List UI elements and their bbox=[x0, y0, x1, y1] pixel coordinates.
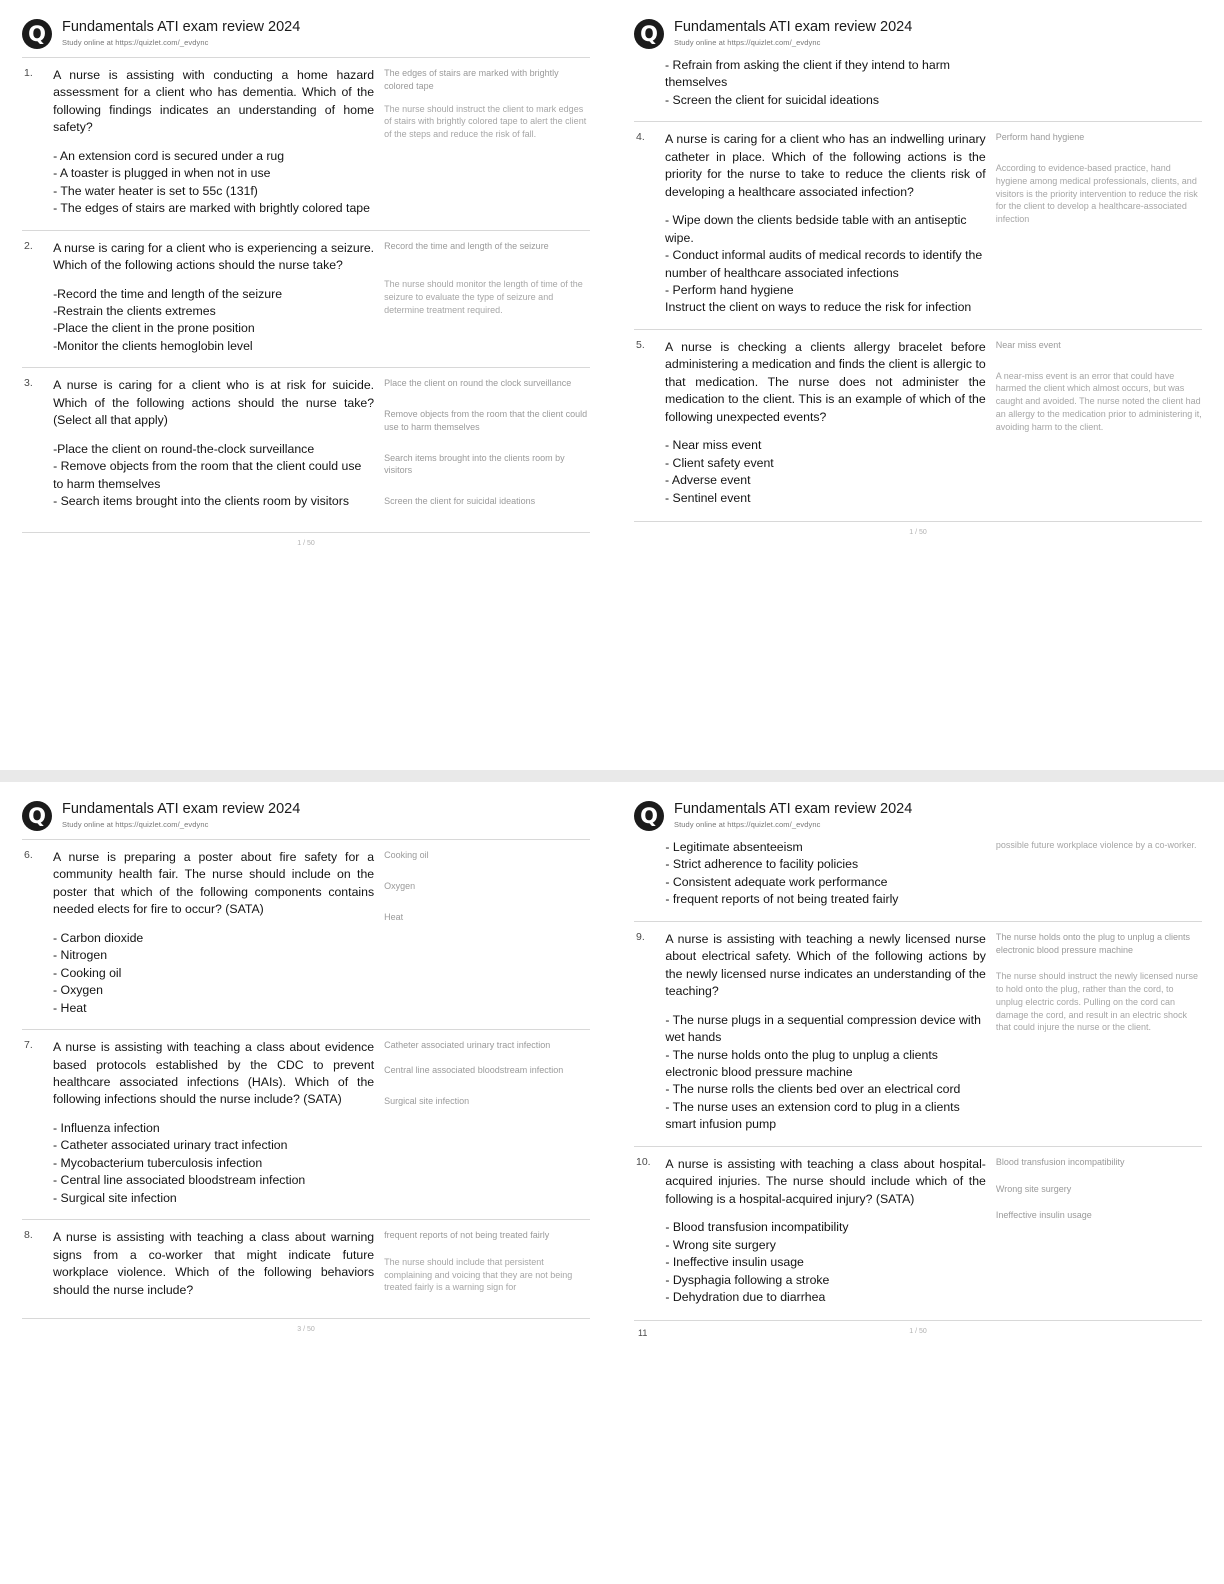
list-item: - An extension cord is secured under a rug bbox=[53, 148, 285, 163]
answer-explanation: The nurse should monitor the length of time of the seizure to evaluate the type of seizure and determine treatment required. bbox=[384, 279, 583, 315]
list-item: - Heat bbox=[53, 1000, 87, 1015]
table-row bbox=[634, 921, 1202, 1146]
row-number: 9. bbox=[636, 930, 645, 943]
sheet-header bbox=[634, 800, 1202, 839]
question-table bbox=[22, 57, 590, 530]
quizlet-logo-icon: Q bbox=[22, 19, 52, 49]
document-subtitle: Study online at https://quizlet.com/_evdync bbox=[674, 38, 821, 48]
list-item: - The water heater is set to 55c (131f) bbox=[53, 183, 258, 198]
table-row bbox=[634, 329, 1202, 519]
row-number: 8. bbox=[24, 1229, 33, 1242]
answer-explanation: possible future workplace violence by a co-worker. bbox=[995, 840, 1197, 850]
table-row bbox=[634, 839, 1202, 921]
answer-text: Heat bbox=[384, 911, 404, 922]
list-item: - Strict adherence to facility policies bbox=[665, 857, 859, 872]
list-item: - Ineffective insulin usage bbox=[665, 1255, 804, 1270]
answer-text: Near miss event bbox=[995, 339, 1061, 350]
study-guide-sheet-2 bbox=[612, 0, 1224, 770]
question-table bbox=[634, 839, 1202, 1318]
list-item: - The nurse uses an extension cord to plug in a clients smart infusion pump bbox=[665, 1099, 960, 1132]
document-title: Fundamentals ATI exam review 2024 bbox=[674, 19, 913, 35]
question-cell bbox=[53, 58, 384, 231]
table-row bbox=[22, 1220, 590, 1317]
document-subtitle: Study online at https://quizlet.com/_evdync bbox=[62, 820, 209, 830]
question-cell bbox=[665, 122, 996, 330]
answer-cell bbox=[996, 57, 1202, 122]
answer-text: Screen the client for suicidal ideations bbox=[384, 496, 536, 507]
question-text: A nurse is assisting with teaching a class about warning signs from a co-worker that might indicate future workplace violence. Which of the following behaviors should the nurse include? bbox=[53, 1230, 375, 1297]
answer-text: frequent reports of not being treated fairly bbox=[384, 1230, 550, 1241]
list-item: - Near miss event bbox=[665, 438, 762, 453]
list-item: - Oxygen bbox=[53, 983, 103, 998]
answer-cell bbox=[384, 1220, 590, 1317]
option-list bbox=[665, 1012, 986, 1134]
answer-cell bbox=[384, 368, 590, 530]
question-cell bbox=[53, 230, 384, 368]
footer-page-number: 1 / 50 bbox=[909, 1328, 927, 1336]
list-item: - Consistent adequate work performance bbox=[665, 874, 888, 889]
row-number: 5. bbox=[636, 338, 645, 351]
answer-cell bbox=[996, 839, 1202, 921]
list-item: - Central line associated bloodstream infection bbox=[53, 1173, 306, 1188]
list-item: - Perform hand hygiene bbox=[665, 282, 794, 297]
list-item: - Cooking oil bbox=[53, 965, 122, 980]
answer-text: Wrong site surgery bbox=[995, 1183, 1072, 1194]
table-row bbox=[22, 58, 590, 231]
answer-text: Perform hand hygiene bbox=[995, 132, 1085, 143]
list-item: - Sentinel event bbox=[665, 490, 751, 505]
option-list bbox=[53, 441, 374, 511]
answer-cell bbox=[996, 122, 1202, 330]
list-item: - Search items brought into the clients room by visitors bbox=[53, 494, 349, 509]
list-item: - A toaster is plugged in when not in use bbox=[53, 166, 271, 181]
sheet-header bbox=[22, 18, 590, 57]
row-number bbox=[634, 57, 665, 122]
document-title: Fundamentals ATI exam review 2024 bbox=[62, 801, 301, 817]
list-item: - Remove objects from the room that the client could use to harm themselves bbox=[53, 459, 362, 491]
table-row bbox=[22, 230, 590, 368]
list-item: -Record the time and length of the seizure bbox=[53, 286, 283, 301]
row-number: 6. bbox=[24, 849, 33, 861]
option-list bbox=[53, 1120, 374, 1207]
answer-cell bbox=[996, 329, 1202, 519]
list-item: - Conduct informal audits of medical records to identify the number of healthcare associated infections bbox=[665, 248, 983, 280]
option-list bbox=[665, 437, 986, 507]
answer-cell bbox=[996, 1146, 1202, 1318]
option-list bbox=[665, 1219, 986, 1306]
list-item: - Blood transfusion incompatibility bbox=[665, 1220, 849, 1235]
table-row bbox=[634, 57, 1202, 122]
document-subtitle: Study online at https://quizlet.com/_evdync bbox=[674, 820, 821, 830]
answer-text: Remove objects from the room that the client could use to harm themselves bbox=[384, 409, 588, 432]
question-cell bbox=[53, 1220, 384, 1317]
question-table bbox=[634, 57, 1202, 519]
question-cell bbox=[665, 57, 996, 122]
list-item: - Surgical site infection bbox=[53, 1190, 177, 1205]
quizlet-logo-icon: Q bbox=[22, 801, 52, 831]
page-footer: 1 / 50 bbox=[634, 521, 1202, 536]
document-title: Fundamentals ATI exam review 2024 bbox=[674, 801, 913, 817]
document-title: Fundamentals ATI exam review 2024 bbox=[62, 19, 301, 35]
list-item: - Catheter associated urinary tract infection bbox=[53, 1138, 288, 1153]
question-cell bbox=[665, 921, 996, 1146]
list-item: - Wrong site surgery bbox=[665, 1237, 776, 1252]
answer-text: Central line associated bloodstream infection bbox=[384, 1064, 564, 1075]
list-item: Instruct the client on ways to reduce the risk for infection bbox=[665, 300, 972, 315]
list-item: - Adverse event bbox=[665, 473, 751, 488]
list-item: -Monitor the clients hemoglobin level bbox=[53, 338, 253, 353]
option-list bbox=[665, 212, 986, 317]
study-guide-sheet-4 bbox=[612, 782, 1224, 1584]
row-number: 7. bbox=[24, 1039, 33, 1052]
question-cell bbox=[53, 368, 384, 530]
answer-cell bbox=[384, 840, 590, 1030]
row-number: 1. bbox=[24, 67, 33, 79]
answer-text: Catheter associated urinary tract infection bbox=[384, 1040, 551, 1051]
question-text: A nurse is checking a clients allergy bracelet before administering a medication and finds the client is allergic to that medication. The nurse does not administer the medication to the client. This is an example of which of the following unexpected events? bbox=[665, 339, 986, 424]
question-cell bbox=[665, 839, 996, 921]
list-item: - Nitrogen bbox=[53, 948, 108, 963]
list-item: - Influenza infection bbox=[53, 1120, 160, 1135]
row-number: 3. bbox=[24, 377, 33, 390]
question-text: A nurse is assisting with teaching a newly licensed nurse about electrical safety. Which of the following actions by the newly licensed nurse indicates an understanding of the teaching? bbox=[665, 931, 986, 999]
answer-cell bbox=[384, 58, 590, 231]
list-item: - The nurse plugs in a sequential compression device with wet hands bbox=[665, 1012, 981, 1045]
list-item: - The nurse rolls the clients bed over an electrical cord bbox=[665, 1082, 961, 1097]
list-item: -Place the client in the prone position bbox=[53, 321, 255, 336]
question-cell bbox=[53, 1030, 384, 1220]
answer-text: Place the client on round the clock surveillance bbox=[384, 378, 572, 389]
row-number: 2. bbox=[24, 239, 33, 252]
question-text: A nurse is preparing a poster about fire safety for a community health fair. The nurse should include on the poster that which of the following components contains needed elects for fire to occur? (SATA) bbox=[53, 850, 375, 917]
question-text: A nurse is caring for a client who is at risk for suicide. Which of the following actions should the nurse take? (Select all that apply) bbox=[53, 378, 375, 428]
list-item: - Dysphagia following a stroke bbox=[665, 1272, 830, 1287]
study-guide-sheet-3 bbox=[0, 782, 612, 1584]
answer-text: Record the time and length of the seizure bbox=[384, 240, 549, 251]
option-list bbox=[53, 148, 374, 218]
question-table bbox=[22, 839, 590, 1316]
quizlet-logo-icon: Q bbox=[634, 19, 664, 49]
question-text: A nurse is caring for a client who is experiencing a seizure. Which of the following actions should the nurse take? bbox=[53, 240, 375, 273]
table-row bbox=[22, 1030, 590, 1220]
option-list bbox=[53, 930, 374, 1017]
list-item: -Place the client on round-the-clock surveillance bbox=[53, 441, 315, 456]
list-item: - Screen the client for suicidal ideations bbox=[665, 92, 879, 107]
answer-explanation: The nurse should include that persistent complaining and voicing that they are not being treated fairly is a warning sign for bbox=[384, 1256, 573, 1293]
answer-text: Blood transfusion incompatibility bbox=[995, 1156, 1125, 1167]
document-subtitle: Study online at https://quizlet.com/_evdync bbox=[62, 38, 209, 48]
answer-text: The edges of stairs are marked with brightly colored tape bbox=[384, 68, 559, 91]
row-number: 10. bbox=[636, 1155, 651, 1168]
option-list bbox=[665, 57, 986, 109]
option-list bbox=[53, 286, 374, 356]
answer-text: Ineffective insulin usage bbox=[995, 1210, 1092, 1221]
question-cell bbox=[53, 840, 384, 1030]
study-guide-sheet-1 bbox=[0, 0, 612, 770]
list-item: - Refrain from asking the client if they intend to harm themselves bbox=[665, 58, 951, 90]
list-item: - Wipe down the clients bedside table with an antiseptic wipe. bbox=[665, 213, 967, 245]
list-item: - The edges of stairs are marked with brightly colored tape bbox=[53, 201, 370, 216]
option-list bbox=[665, 839, 986, 909]
row-number: 4. bbox=[636, 131, 645, 144]
answer-text: Surgical site infection bbox=[384, 1095, 470, 1106]
list-item: - Dehydration due to diarrhea bbox=[665, 1289, 826, 1304]
sheet-header bbox=[634, 18, 1202, 57]
list-item: - The nurse holds onto the plug to unplug a clients electronic blood pressure machine bbox=[665, 1047, 938, 1079]
answer-text: The nurse holds onto the plug to unplug a clients electronic blood pressure machine bbox=[995, 931, 1191, 955]
question-cell bbox=[665, 329, 996, 519]
page-footer: 1 / 50 bbox=[22, 532, 590, 547]
answer-cell bbox=[384, 230, 590, 368]
question-text: A nurse is caring for a client who has an indwelling urinary catheter in place. Which of the following actions is the priority for the nurse to take to reduce the clients risk of developing a healthcare associated infection? bbox=[665, 132, 986, 199]
question-cell bbox=[665, 1146, 996, 1318]
list-item: - frequent reports of not being treated fairly bbox=[665, 892, 899, 907]
page-footer bbox=[634, 1320, 1202, 1339]
list-item: - Legitimate absenteeism bbox=[665, 840, 803, 854]
table-row bbox=[22, 368, 590, 530]
answer-text: Oxygen bbox=[384, 880, 416, 891]
row-number bbox=[634, 839, 665, 921]
answer-text: Cooking oil bbox=[384, 850, 429, 860]
footer-lead-number: 11 bbox=[638, 1328, 648, 1339]
question-text: A nurse is assisting with conducting a home hazard assessment for a client who has dementia. Which of the following findings indicates an understanding of home safety? bbox=[53, 68, 375, 135]
answer-cell bbox=[384, 1030, 590, 1220]
answer-cell bbox=[996, 921, 1202, 1146]
list-item: -Restrain the clients extremes bbox=[53, 303, 216, 318]
answer-explanation: A near-miss event is an error that could have harmed the client which almost occurs, but was caught and avoided. The nurse noted the client had an allergy to the medication prior to administering it, avoiding harm to the client. bbox=[995, 370, 1202, 432]
table-row bbox=[634, 1146, 1202, 1318]
list-item: - Client safety event bbox=[665, 455, 774, 470]
answer-explanation: The nurse should instruct the client to mark edges of stairs with brightly colored tape to alert the client of the steps and reduce the risk of fall. bbox=[384, 103, 587, 140]
list-item: - Mycobacterium tuberculosis infection bbox=[53, 1155, 263, 1170]
answer-explanation: According to evidence-based practice, hand hygiene among medical professionals, clients, and visitors is the priority intervention to reduce the risk for the client to develop a healthcare-associated infection bbox=[995, 163, 1198, 225]
quizlet-logo-icon: Q bbox=[634, 801, 664, 831]
question-text: A nurse is assisting with teaching a class about evidence based protocols established by the CDC to prevent healthcare associated infections (HAIs). Which of the following infections should the nurse include? (SATA) bbox=[53, 1040, 375, 1107]
answer-text: Search items brought into the clients room by visitors bbox=[384, 452, 565, 476]
table-row bbox=[634, 122, 1202, 330]
sheet-header bbox=[22, 800, 590, 839]
list-item: - Carbon dioxide bbox=[53, 930, 144, 945]
question-text: A nurse is assisting with teaching a class about hospital-acquired injuries. The nurse should include which of the following is a hospital-acquired injury? (SATA) bbox=[665, 1156, 986, 1206]
answer-explanation: The nurse should instruct the newly licensed nurse to hold onto the plug, rather than the cord, to unplug electric cords. Pulling on the cord can damage the cord, and result in an electric shock that could injure the nurse or the client. bbox=[995, 971, 1199, 1033]
table-row bbox=[22, 840, 590, 1030]
page-footer: 3 / 50 bbox=[22, 1318, 590, 1333]
